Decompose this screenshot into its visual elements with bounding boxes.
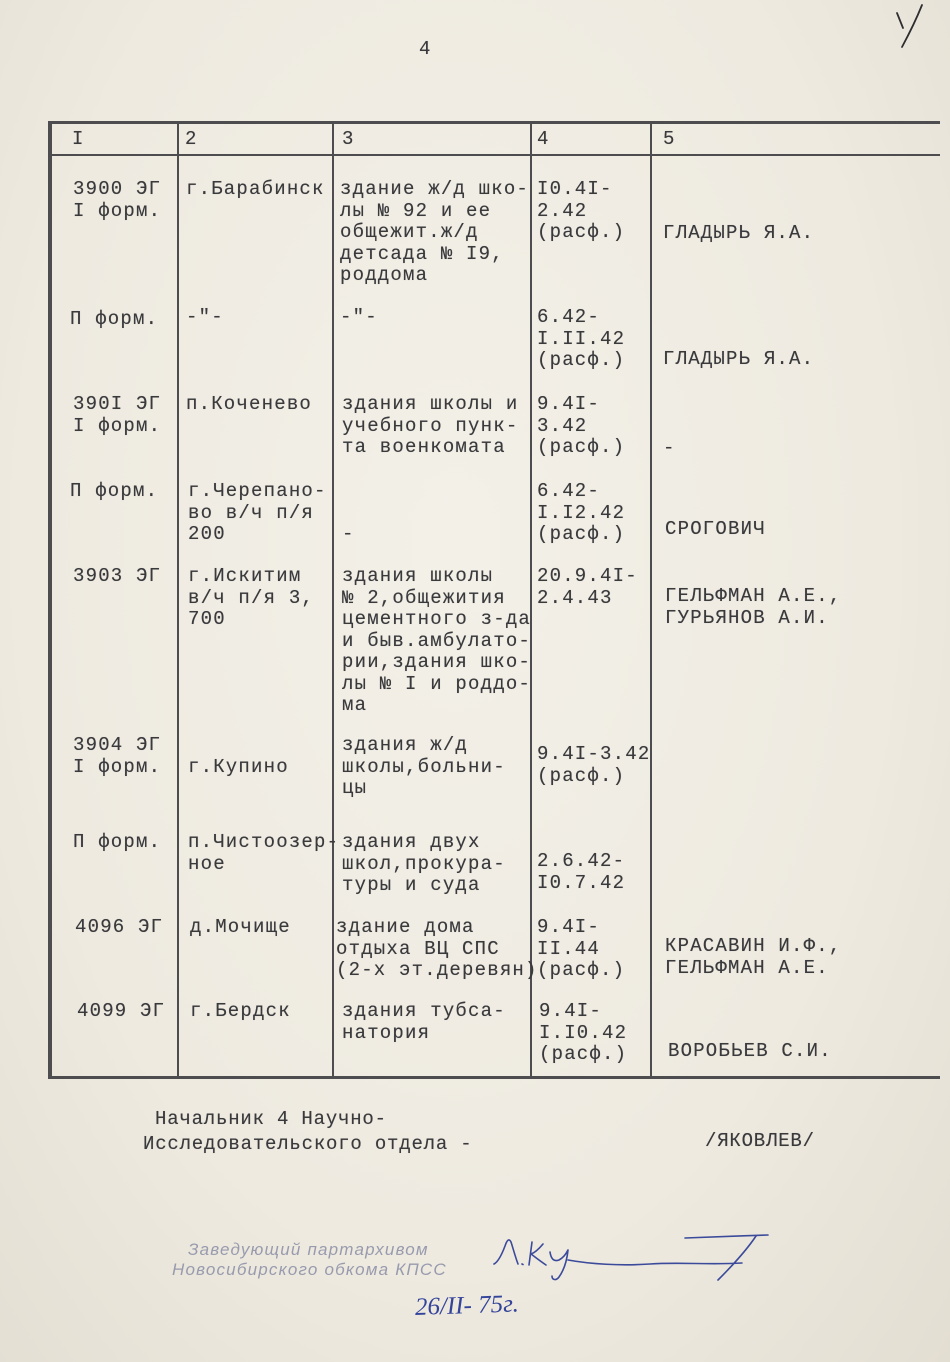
table-cell: П форм.: [70, 308, 159, 330]
table-cell: -"-: [340, 306, 378, 328]
table-cell: г.Барабинск: [186, 178, 325, 200]
table-cell: 4096 ЭГ: [75, 916, 164, 938]
table-cell: 6.42- I.II.42 (расф.): [537, 306, 626, 371]
table-cell: здание дома отдыха ВЦ СПС (2-х эт.деревян): [336, 916, 538, 981]
table-cell: -"-: [186, 306, 224, 328]
table-header-2: 2: [185, 128, 198, 150]
handwritten-date: 26/II- 75г.: [414, 1290, 520, 1321]
table-cell: 2.6.42- I0.7.42: [537, 850, 626, 894]
table-cell: ГЛАДЫРЬ Я.А.: [663, 222, 815, 244]
table-cell: п.Чистоозер- ное: [188, 831, 340, 875]
table-cell: 4099 ЭГ: [77, 1000, 166, 1022]
table-cell: 9.4I- II.44 (расф.): [537, 916, 626, 981]
table-cell: П форм.: [70, 480, 159, 502]
table-cell: -: [342, 523, 355, 545]
table-cell: г.Купино: [188, 756, 289, 778]
table-cell: здания тубса- натория: [342, 1000, 506, 1044]
table-cell: п.Коченево: [186, 393, 313, 415]
signatory-title-line-1: Начальник 4 Научно-: [155, 1108, 387, 1130]
table-cell: 20.9.4I- 2.4.43: [537, 565, 638, 609]
handwritten-signature: [480, 1220, 780, 1295]
table-cell: 390I ЭГ I форм.: [73, 393, 162, 437]
table-cell: КРАСАВИН И.Ф., ГЕЛЬФМАН А.Е.: [665, 935, 842, 979]
page-number: 4: [419, 38, 432, 60]
table-cell: здания ж/д школы,больни- цы: [342, 734, 506, 799]
table-header-4: 4: [537, 128, 550, 150]
table-cell: П форм.: [73, 831, 162, 853]
table-cell: здание ж/д шко- лы № 92 и ее общежит.ж/д детсада № I9, роддома: [340, 178, 530, 286]
table-cell: здания школы и учебного пунк- та военкомата: [342, 393, 519, 458]
corner-check-mark-icon: [888, 2, 933, 50]
table-cell: ВОРОБЬЕВ С.И.: [668, 1040, 832, 1062]
table-left-rule: [48, 121, 52, 1079]
table-cell: ГЕЛЬФМАН А.Е., ГУРЬЯНОВ А.И.: [665, 585, 842, 629]
table-top-rule: [48, 121, 940, 124]
table-header-1: I: [72, 128, 85, 150]
archive-stamp-line-2: Новосибирского обкома КПСС: [172, 1260, 447, 1279]
table-col-rule-1: [177, 121, 179, 1078]
table-cell: 3900 ЭГ I форм.: [73, 178, 162, 222]
table-cell: ГЛАДЫРЬ Я.А.: [663, 348, 815, 370]
table-col-rule-4: [650, 121, 652, 1078]
table-cell: 9.4I- 3.42 (расф.): [537, 393, 626, 458]
table-cell: -: [663, 437, 676, 459]
table-cell: 9.4I- I.I0.42 (расф.): [539, 1000, 628, 1065]
signatory-title-line-2: Исследовательского отдела -: [143, 1133, 473, 1155]
table-cell: г.Бердск: [190, 1000, 291, 1022]
table-bottom-rule: [48, 1076, 940, 1079]
table-cell: СРОГОВИЧ: [665, 518, 766, 540]
table-cell: г.Черепано- во в/ч п/я 200: [188, 480, 327, 545]
table-cell: 3904 ЭГ I форм.: [73, 734, 162, 778]
table-cell: 9.4I-3.42 (расф.): [537, 743, 651, 787]
table-cell: 3903 ЭГ: [73, 565, 162, 587]
table-cell: здания школы № 2,общежития цементного з-да и быв.амбулато- рии,здания шко- лы № I и роддо- ма: [342, 565, 532, 716]
table-cell: д.Мочище: [190, 916, 291, 938]
archive-stamp-line-1: Заведующий партархивом: [188, 1240, 429, 1259]
table-header-3: 3: [342, 128, 355, 150]
table-cell: I0.4I- 2.42 (расф.): [537, 178, 626, 243]
table-header-rule: [48, 154, 940, 156]
table-cell: г.Искитим в/ч п/я 3, 700: [188, 565, 315, 630]
table-cell: здания двух школ,прокура- туры и суда: [342, 831, 506, 896]
table-col-rule-2: [332, 121, 334, 1078]
signatory-name: /ЯКОВЛЕВ/: [705, 1130, 815, 1152]
table-header-5: 5: [663, 128, 676, 150]
table-cell: 6.42- I.I2.42 (расф.): [537, 480, 626, 545]
